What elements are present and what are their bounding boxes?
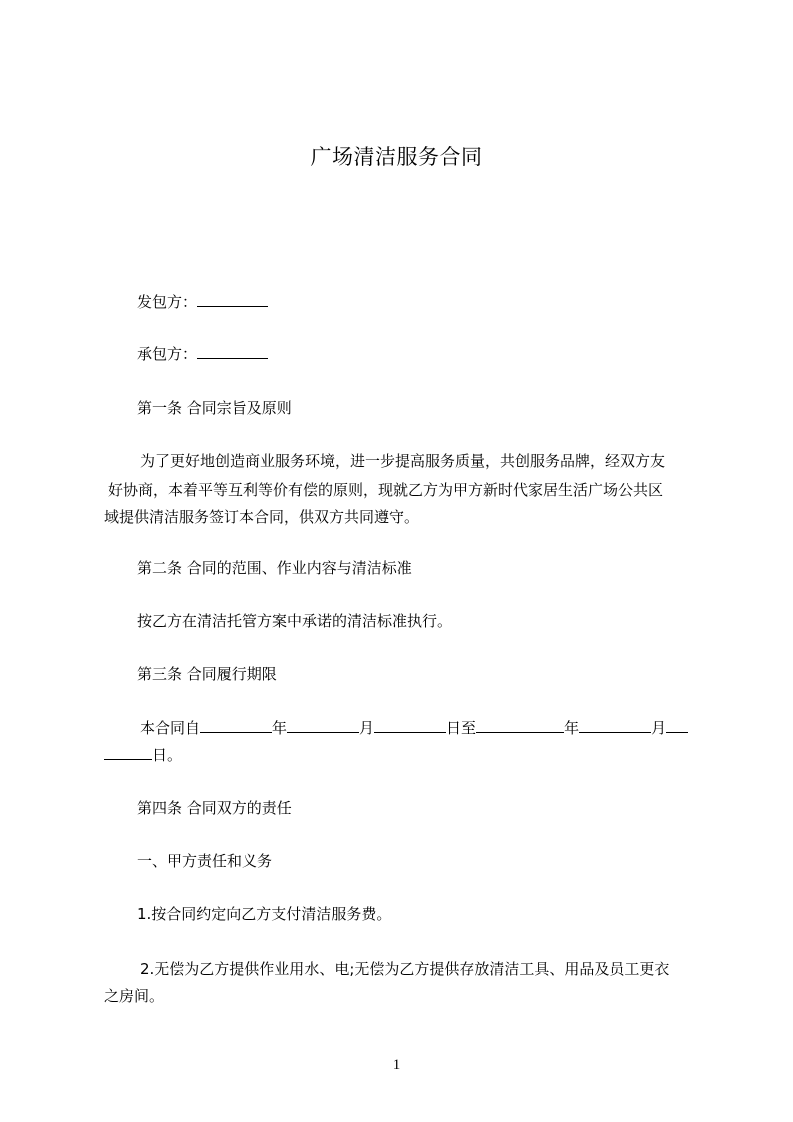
term-line2 (104, 745, 182, 765)
end-day-blank-part1 (666, 718, 688, 733)
end-day-blank-part2 (104, 745, 152, 760)
page-title: 广场清洁服务合同 (310, 145, 483, 169)
term-end-label: 日。 (152, 746, 183, 764)
contractor-blank (197, 344, 268, 359)
employer-label: 发包方： (137, 293, 198, 311)
term-day-to-label: 日至 (446, 719, 477, 737)
employer-blank (197, 292, 268, 307)
contractor-label: 承包方： (137, 345, 198, 363)
article1-paragraph-line2: 好协商，本着平等互利等价有偿的原则，现就乙方为甲方新时代家居生活广场公共区 (108, 481, 664, 499)
term-prefix: 本合同自 (140, 719, 201, 737)
start-day-blank (374, 718, 446, 733)
article4-item2-line1: 2.无偿为乙方提供作业用水、电;无偿为乙方提供存放清洁工具、用品及员工更衣 (140, 960, 670, 978)
article4-heading: 第四条 合同双方的责任 (137, 799, 292, 817)
term-month2-label: 月 (651, 719, 667, 737)
page-number: 1 (392, 1057, 401, 1073)
article1-paragraph-line3: 域提供清洁服务签订本合同，供双方共同遵守。 (104, 508, 420, 526)
start-year-blank (200, 718, 272, 733)
article1-paragraph-line1: 为了更好地创造商业服务环境，进一步提高服务质量，共创服务品牌，经双方友 (140, 452, 666, 470)
end-month-blank (579, 718, 651, 733)
term-year2-label: 年 (564, 719, 580, 737)
article1-heading: 第一条 合同宗旨及原则 (137, 399, 292, 417)
article4-subheading: 一、甲方责任和义务 (137, 852, 273, 870)
article2-paragraph: 按乙方在清洁托管方案中承诺的清洁标准执行。 (137, 612, 453, 630)
start-month-blank (287, 718, 359, 733)
term-month-label: 月 (359, 719, 375, 737)
term-year-label: 年 (272, 719, 288, 737)
term-line1 (140, 718, 688, 738)
article4-item1: 1.按合同约定向乙方支付清洁服务费。 (137, 905, 392, 923)
end-year-blank (476, 718, 564, 733)
employer-line (137, 292, 268, 312)
contractor-line (137, 344, 268, 364)
article2-heading: 第二条 合同的范围、作业内容与清洁标准 (137, 559, 412, 577)
article4-item2-line2: 之房间。 (104, 987, 165, 1005)
article3-heading: 第三条 合同履行期限 (137, 665, 277, 683)
